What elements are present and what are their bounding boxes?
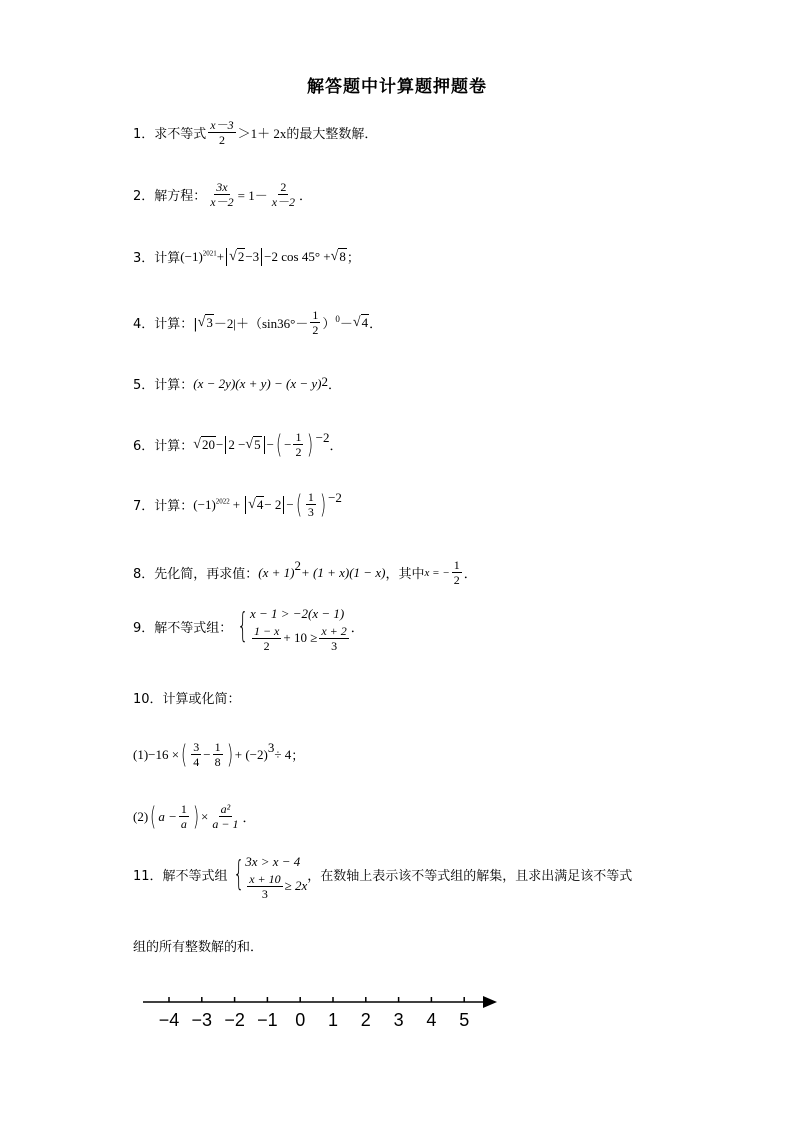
exponent: 2 [294,558,301,573]
square-root: √ 3 [197,315,213,330]
question-text: ． [463,567,477,582]
fraction: $\frac{1}{a}$ [180,802,187,831]
question-text: ，在数轴上表示该不等式组的解集，且求出满足该不等式 [307,868,633,884]
abs-bar [245,496,246,514]
question-text: 组的所有整数解的和． [133,940,264,955]
question-4 [133,308,382,337]
question-text: 解不等式组： [154,620,233,636]
question-text: ． [299,189,313,204]
square-root: √ 4 [352,315,369,330]
number-line-label: 4 [426,1010,437,1030]
part-label: (2) [133,808,149,824]
left-paren: ( [295,489,302,520]
question-8 [133,558,477,587]
question-number: 1． [133,127,155,142]
question-text: 计算： [154,499,194,514]
math-expr: − [286,496,294,512]
question-10 [133,688,241,707]
left-paren: ( [150,801,157,832]
right-paren: ) [226,739,233,770]
fraction: $\frac{1}{2}$ [295,430,302,459]
math-expr: − [215,436,224,452]
question-3 [133,247,360,266]
question-text: 先化简，再求值： [154,567,259,582]
math-expr: −16 × [148,746,180,762]
math-expr: ÷ 4 [274,746,292,762]
inequality-system: 3x > x − 4 $\frac{x + 10}{3}$ ≥ 2x [245,854,308,901]
math-expr: + (1 + x)(1 − x) [301,564,386,580]
number-line-arrow [483,996,497,1008]
math-expr: + [232,496,241,512]
question-text: 计算：| [154,317,198,332]
number-line-label: −2 [224,1010,245,1030]
question-text: 解不等式组 [162,868,228,884]
page-title: 解答题中计算题押题卷 [307,77,487,97]
square-root: √ 8 [330,249,346,264]
question-text: ． [327,378,341,393]
math-expr: = 1－ [237,188,268,203]
question-number: 4． [133,317,155,332]
left-paren: ( [275,429,283,460]
math-expr: － [339,316,353,331]
math-expr: 2 − [228,436,246,452]
square-root: √ 20 [193,437,215,452]
square-root: √ 4 [248,497,264,512]
exponent: −2 [328,490,342,505]
fraction: $\frac{1}{3}$ [307,490,314,519]
math-expr: −2 cos 45° + [264,248,331,264]
question-text: ，其中 [385,567,425,582]
question-6 [133,430,342,459]
math-expr: ＞1＋ 2x [237,126,287,141]
math-expr: (x + 1) [258,564,295,580]
number-line-label: −1 [257,1010,278,1030]
abs-bar [226,248,227,266]
math-expr: + [216,248,225,264]
fraction: $\frac{1}{2}$ [453,558,460,587]
question-text: 计算或化简： [162,692,241,707]
math-expr: − [266,436,274,452]
right-paren: ) [319,489,327,520]
question-number: 3． [133,251,155,266]
exponent: 0 [335,314,340,324]
square-root: √ 2 [229,249,245,264]
math-expr: − [203,746,211,762]
math-expr: −3 [245,248,260,264]
exponent: −2 [315,430,330,445]
question-number: 6． [133,439,155,454]
math-expr: − 2 [264,496,282,512]
exponent: 3 [267,740,275,755]
question-10-part-2 [133,802,255,831]
fraction: $\frac{3x}{x-2}$ [210,180,234,209]
math-expr: × [201,808,209,824]
question-11 [133,850,633,901]
number-line-label: −4 [158,1010,180,1030]
fraction: $\frac{1}{8}$ [214,740,221,769]
question-text: 的最大整数解． [286,127,378,142]
abs-bar [264,436,265,454]
right-paren: ) [307,429,314,460]
left-brace: { [237,606,249,646]
question-text: 计算 [154,251,181,266]
question-7 [133,490,342,519]
question-text: 计算： [154,378,194,393]
question-1 [133,118,377,147]
exponent: 2 [321,374,328,389]
question-text: 计算： [154,439,194,454]
question-5 [133,374,341,393]
number-line-label: 5 [459,1010,470,1030]
question-10-part-1 [133,740,304,769]
math-expr: ） [322,316,336,331]
question-number: 7． [133,499,155,514]
fraction: $\frac{3}{4}$ [193,740,200,769]
abs-bar [225,436,226,454]
question-number: 8． [133,567,155,582]
right-paren: ) [192,801,199,832]
question-number: 5． [133,378,155,393]
question-number: 11． [133,868,163,884]
question-text: ； [291,749,305,764]
part-label: (1) [133,746,149,762]
question-text: ． [369,317,383,332]
number-line-label: 0 [295,1010,306,1030]
question-text: ． [350,620,364,636]
number-line-label: −3 [191,1010,213,1030]
question-text: ． [329,439,343,454]
math-expr: + (−2) [234,746,268,762]
question-text: 求不等式 [154,127,207,142]
fraction: $\frac{1}{2}$ [312,308,319,337]
question-11-continued [133,936,263,955]
question-2 [133,180,312,209]
math-expr: a − [158,808,177,824]
math-expr: $(-1)^{2021}$ [180,248,217,264]
question-text: ； [346,251,360,266]
number-line [143,988,503,1033]
abs-bar [261,248,262,266]
question-number: 2． [133,189,155,204]
math-expr: $(-1)^{2022}$ [193,496,230,512]
square-root: √ 5 [245,437,261,452]
number-line-label: 2 [360,1010,371,1030]
number-line-label: 1 [327,1010,339,1030]
question-number: 10． [133,692,163,707]
question-9 [133,602,364,653]
question-text: ． [242,811,256,826]
question-number: 9． [133,620,155,636]
math-expr: x = − [424,566,450,579]
math-expr: －2|＋（sin36°－ [213,316,309,331]
inequality-system: x − 1 > −2(x − 1) $\frac{1 - x}{2}$ + 10 ≥ $\frac{x + 2}{3}$ [249,606,347,653]
minus-sign: − [284,436,292,452]
question-text: 解方程： [154,189,207,204]
fraction: $\frac{2}{x-2}$ [271,180,296,209]
number-line-label: 3 [393,1010,404,1030]
fraction: $\frac{x-3}{2}$ [210,118,234,147]
fraction: $\frac{\text{a²}}{a - 1}$ [212,802,239,831]
math-expr: (x − 2y)(x + y) − (x − y) [193,375,322,391]
abs-bar [283,496,284,514]
left-paren: ( [181,739,188,770]
left-brace: { [232,854,244,894]
